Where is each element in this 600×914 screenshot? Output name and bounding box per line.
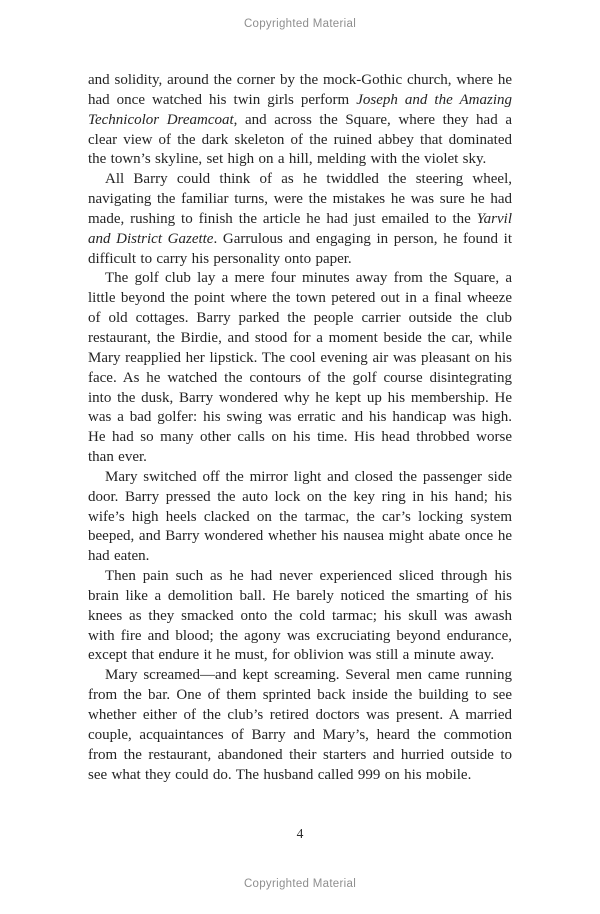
text-run: , and across the Square, where they had a clear view of the dark skeleton of the ruined abbey that dominated the town’s skyline, set high on a hill, melding with the violet sky. [88, 111, 512, 168]
paragraph [88, 170, 512, 269]
text-run: and solidity, around the corner by the mock-Gothic church, where he had once watched his twin girls perform [88, 72, 512, 108]
text-run: All Barry could think of as he twiddled the steering wheel, navigating the familiar turns, were the mistakes he was sure he had made, rushing to finish the article he had just emailed to the [88, 171, 512, 227]
text-run: Mary switched off the mirror light and closed the passenger side door. Barry pressed the auto lock on the key ring in his hand; his wife’s high heels clacked on the tarmac, the car’s locking system beeped, and Barry wondered whether his nausea might abate once he had eaten. [88, 468, 512, 565]
text-run: . Garrulous and engaging in person, he found it difficult to carry his personality onto paper. [88, 230, 512, 267]
paragraph [88, 666, 512, 785]
text-run: Mary screamed—and kept screaming. Several men came running from the bar. One of them sprinted back inside the building to see whether either of the club’s retired doctors was present. A married couple, acquaintances of Barry and Mary’s, heard the commotion from the restaurant, abandoned their starters and hurried outside to see what they could do. The husband called 999 on his mobile. [88, 667, 512, 783]
top-copyright-notice: Copyrighted Material [243, 18, 357, 30]
page-number: 4 [296, 826, 304, 841]
italic-text-run: Yarvil and District Gazette [88, 210, 512, 247]
paragraph [88, 71, 512, 170]
page-text [88, 71, 512, 785]
text-run: Then pain such as he had never experienced sliced through his brain like a demolition ball. He barely noticed the smarting of his knees as they smacked onto the cold tarmac; his skull was awash with fire and blood; the agony was excruciating beyond endurance, except that endure it he must, for oblivion was still a minute away. [88, 568, 512, 664]
paragraph [88, 468, 512, 567]
text-run: The golf club lay a mere four minutes away from the Square, a little beyond the point where the town petered out in a final wheeze of old cottages. Barry parked the people carrier outside the club restaurant, the Birdie, and stood for a moment beside the car, while Mary reapplied her lipstick. The cool evening air was pleasant on his face. As he watched the contours of the golf course disintegrating into the dusk, Barry wondered why he kept up his membership. He was a bad golfer: his swing was erratic and his handicap was high. He had so many other calls on his time. His head throbbed worse than ever. [88, 270, 512, 466]
paragraph [88, 567, 512, 666]
bottom-copyright-notice: Copyrighted Material [243, 878, 357, 890]
italic-text-run: Joseph and the Amazing Technicolor Dreamcoat [88, 91, 512, 128]
paragraph [88, 269, 512, 467]
